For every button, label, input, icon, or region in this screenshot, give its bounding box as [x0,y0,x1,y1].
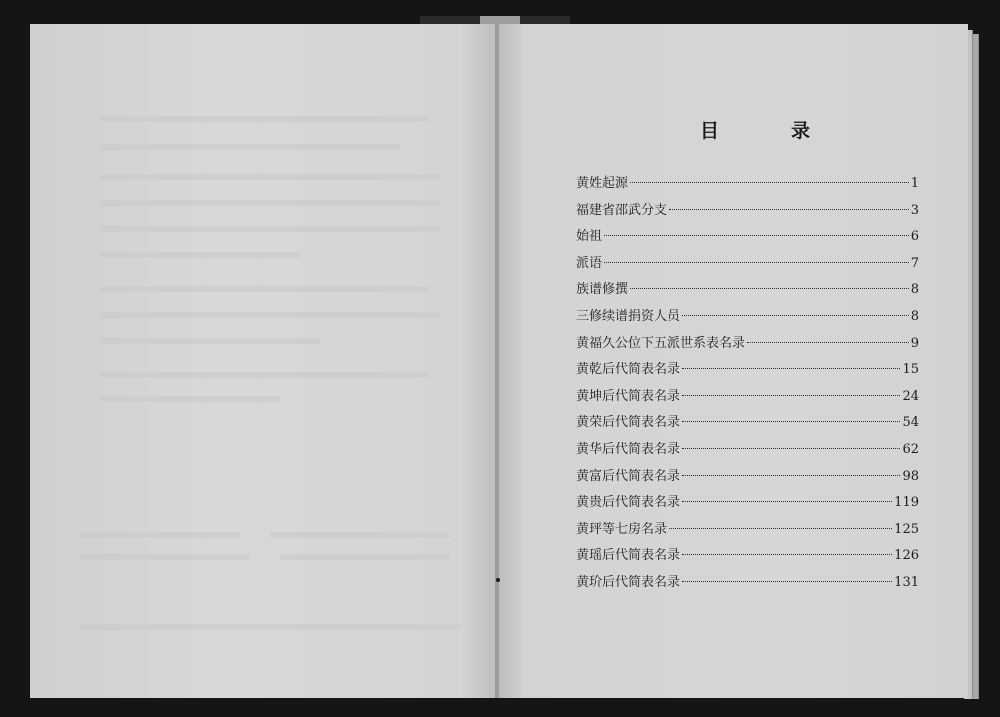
toc-dot-leader [747,342,909,343]
toc-heading-char: 录 [790,120,810,142]
toc-entry [576,277,919,304]
toc-dot-leader [682,315,909,316]
bleed-through-line [100,252,300,258]
toc-entry [576,570,919,597]
toc-entry [576,437,919,464]
toc-entry-page-number: 119 [894,495,919,511]
toc-entry-page-number: 3 [910,202,919,218]
toc-entry-label: 黄坤后代简表名录 [576,388,681,404]
bleed-through-line [80,554,250,560]
bleed-through-line [270,532,450,538]
bleed-through-line [100,144,400,150]
toc-entry-label: 黄贵后代简表名录 [576,495,681,511]
toc-entry-label: 黄华后代简表名录 [576,441,681,457]
toc-dot-leader [630,288,909,289]
toc-entry [576,251,919,278]
bleed-through-line [100,286,430,292]
bleed-through-line [100,338,320,344]
bleed-through-line [100,200,440,206]
toc-entry-label: 黄玠后代简表名录 [576,574,681,590]
bleed-through-line [100,226,440,232]
toc-entry-page-number: 8 [910,282,919,298]
toc-entry-page-number: 7 [910,255,919,271]
toc-dot-leader [682,368,900,369]
toc-entry [576,171,919,198]
toc-dot-leader [682,395,900,396]
toc-entry [576,517,919,544]
toc-entry-label: 始祖 [576,229,603,245]
toc-entry [576,198,919,225]
toc-entry [576,543,919,570]
binding-hole [496,578,500,582]
toc-entry-label: 三修续谱捐资人员 [576,308,681,324]
toc-entry-page-number: 54 [902,415,919,431]
toc-dot-leader [682,554,892,555]
toc-entry-page-number: 15 [902,362,919,378]
bleed-through-line [280,554,450,560]
toc-dot-leader [682,448,900,449]
bleed-through-line [80,624,460,630]
toc-list [576,171,919,597]
toc-dot-leader [604,235,909,236]
toc-entry-page-number: 24 [902,388,919,404]
toc-entry [576,410,919,437]
toc-entry [576,304,919,331]
toc-entry-page-number: 8 [910,308,919,324]
toc-entry [576,224,919,251]
toc-dot-leader [604,262,909,263]
book-gutter [495,24,499,698]
toc-entry [576,490,919,517]
toc-entry-label: 福建省邵武分支 [576,202,668,218]
toc-entry-label: 黄瑶后代简表名录 [576,548,681,564]
toc-entry-page-number: 98 [902,468,919,484]
toc-dot-leader [682,501,892,502]
toc-entry-label: 派语 [576,255,603,271]
left-page [30,24,498,698]
toc-heading-char: 目 [700,120,720,142]
toc-dot-leader [682,475,900,476]
toc-dot-leader [669,209,909,210]
toc-heading [700,116,810,143]
bleed-through-line [100,312,440,318]
bleed-through-line [100,174,440,180]
toc-entry-label: 黄富后代简表名录 [576,468,681,484]
bleed-through-line [100,116,430,122]
toc-entry-page-number: 6 [910,229,919,245]
bleed-through-line [80,532,240,538]
bleed-through-line [100,372,430,378]
book-spine-binding [480,16,520,24]
toc-entry-page-number: 131 [894,574,919,590]
toc-dot-leader [669,528,892,529]
toc-entry-label: 黄玶等七房名录 [576,521,668,537]
toc-entry-page-number: 126 [894,548,919,564]
toc-entry [576,384,919,411]
toc-entry-page-number: 9 [910,335,919,351]
toc-dot-leader [682,421,900,422]
bleed-through-line [100,396,280,402]
toc-dot-leader [682,581,892,582]
toc-entry [576,357,919,384]
toc-entry-label: 族谱修撰 [576,282,629,298]
toc-entry-label: 黄乾后代简表名录 [576,362,681,378]
toc-entry-page-number: 62 [902,441,919,457]
toc-dot-leader [630,182,909,183]
toc-entry-label: 黄荣后代简表名录 [576,415,681,431]
toc-entry-page-number: 125 [894,521,919,537]
toc-entry-page-number: 1 [910,176,919,191]
toc-entry-label: 黄福久公位下五派世系表名录 [576,335,746,351]
toc-entry [576,331,919,358]
toc-entry [576,464,919,491]
toc-entry-label: 黄姓起源 [576,176,629,191]
